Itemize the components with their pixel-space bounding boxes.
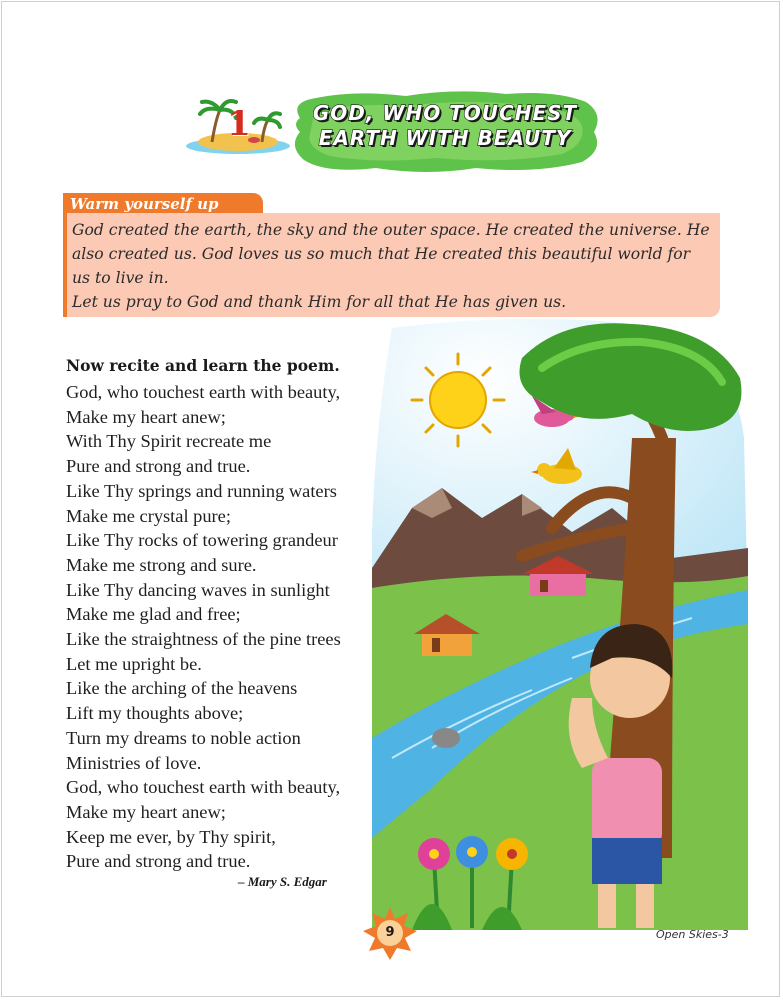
- poem-line: Keep me ever, by Thy spirit,: [66, 826, 276, 847]
- poem-line: Like Thy dancing waves in sunlight: [66, 579, 330, 600]
- poem-line: God, who touchest earth with beauty,: [66, 777, 341, 798]
- warm-up-label: Warm yourself up: [70, 195, 219, 213]
- poem-line: With Thy Spirit recreate me: [66, 431, 272, 452]
- poem-line: Let me upright be.: [66, 653, 202, 674]
- poem-line: Make me strong and sure.: [66, 554, 257, 575]
- poem-line: Make my heart anew;: [66, 801, 226, 822]
- chapter-title-line-1: GOD, WHO TOUCHEST: [312, 101, 578, 125]
- chapter-number: 1: [227, 104, 251, 144]
- poem-line: Lift my thoughts above;: [66, 703, 244, 724]
- chapter-title: [300, 101, 590, 151]
- poem-line: Turn my dreams to noble action: [66, 727, 301, 748]
- poem-line: Make my heart anew;: [66, 406, 226, 427]
- poem-line: God, who touchest earth with beauty,: [66, 382, 341, 402]
- poem-author: – Mary S. Edgar: [238, 874, 327, 889]
- warm-up-paragraph-1: God created the earth, the sky and the outer space. He created the universe. He also created us. God loves us so much that He created this beautiful world for us to live in.: [72, 221, 710, 287]
- chapter-title-line-2: EARTH WITH BEAUTY: [318, 126, 572, 150]
- poem-line: Like the straightness of the pine trees: [66, 629, 341, 650]
- page-number: 9: [385, 925, 395, 940]
- poem-line: Pure and strong and true.: [66, 456, 251, 477]
- poem-line: Like Thy rocks of towering grandeur: [66, 530, 338, 551]
- poem-lines: [66, 380, 341, 874]
- poem-line: Make me crystal pure;: [66, 505, 231, 526]
- warm-up-paragraph-2: Let us pray to God and thank Him for all that He has given us.: [72, 293, 567, 311]
- poem-line: Make me glad and free;: [66, 604, 241, 625]
- poem-line: Like Thy springs and running waters: [66, 480, 337, 501]
- poem-illustration: [372, 318, 748, 930]
- book-name: Open Skies-3: [656, 928, 729, 941]
- warm-up-text: [72, 218, 712, 314]
- poem-line: Like the arching of the heavens: [66, 678, 298, 699]
- poem-heading: Now recite and learn the poem.: [66, 356, 340, 375]
- poem-line: Ministries of love.: [66, 752, 202, 773]
- poem-line: Pure and strong and true.: [66, 851, 251, 872]
